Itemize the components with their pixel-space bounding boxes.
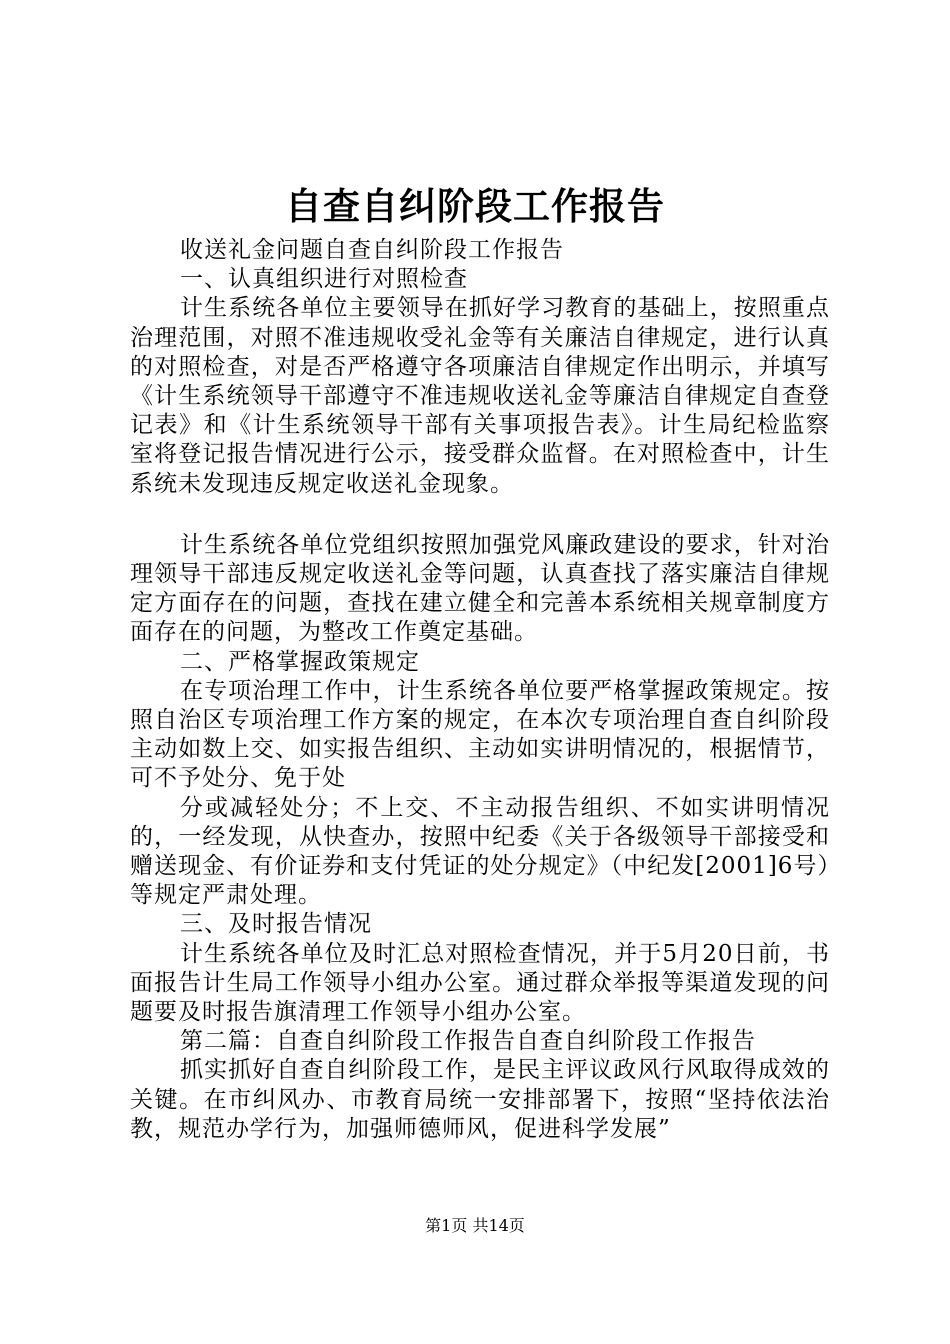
page-footer: 第1页 共14页: [425, 1216, 525, 1235]
paragraph: 分或减轻处分；不上交、不主动报告组织、不如实讲明情况的，一经发现，从快查办，按照中纪委《关于各级领导干部接受和赠送现金、有价证券和支付凭证的处分规定》（中纪发[2001]6号）等规定严肃处理。: [130, 794, 830, 909]
paragraph: 计生系统各单位主要领导在抓好学习教育的基础上，按照重点治理范围，对照不准违规收受礼金等有关廉洁自律规定，进行认真的对照检查，对是否严格遵守各项廉洁自律规定作出明示，并填写《计生系统领导干部遵守不准违规收送礼金等廉洁自律规定自查登记表》和《计生系统领导干部有关事项报告表》。计生局纪检监察室将登记报告情况进行公示，接受群众监督。在对照检查中，计生系统未发现违反规定收送礼金现象。: [130, 295, 830, 497]
document-body: [130, 236, 830, 1144]
part-two-heading: 第二篇：自查自纠阶段工作报告自查自纠阶段工作报告: [180, 1028, 756, 1055]
document-title: 自查自纠阶段工作报告: [285, 185, 665, 228]
section-heading-3: 三、及时报告情况: [180, 911, 372, 938]
paragraph: 计生系统各单位及时汇总对照检查情况，并于5月20日前，书面报告计生局工作领导小组办公室。通过群众举报等渠道发现的问题要及时报告旗清理工作领导小组办公室。: [130, 940, 830, 1026]
paragraph: 在专项治理工作中，计生系统各单位要严格掌握政策规定。按照自治区专项治理工作方案的规定，在本次专项治理自查自纠阶段主动如数上交、如实报告组织、主动如实讲明情况的，根据情节，可不予处分、免于处: [130, 677, 830, 792]
paragraph-subtitle: 收送礼金问题自查自纠阶段工作报告: [180, 237, 564, 263]
paragraph: 计生系统各单位党组织按照加强党风廉政建设的要求，针对治理领导干部违反规定收送礼金等问题，认真查找了落实廉洁自律规定方面存在的问题，查找在建立健全和完善本系统相关规章制度方面存在的问题，为整改工作奠定基础。: [130, 531, 830, 646]
paragraph: 抓实抓好自查自纠阶段工作，是民主评议政风行风取得成效的关键。在市纠风办、市教育局统一安排部署下，按照“坚持依法治教，规范办学行为，加强师德师风，促进科学发展”: [130, 1057, 830, 1142]
paragraph-gap: [130, 499, 830, 531]
section-heading-1: 一、认真组织进行对照检查: [180, 266, 468, 293]
section-heading-2: 二、严格掌握政策规定: [180, 648, 420, 675]
